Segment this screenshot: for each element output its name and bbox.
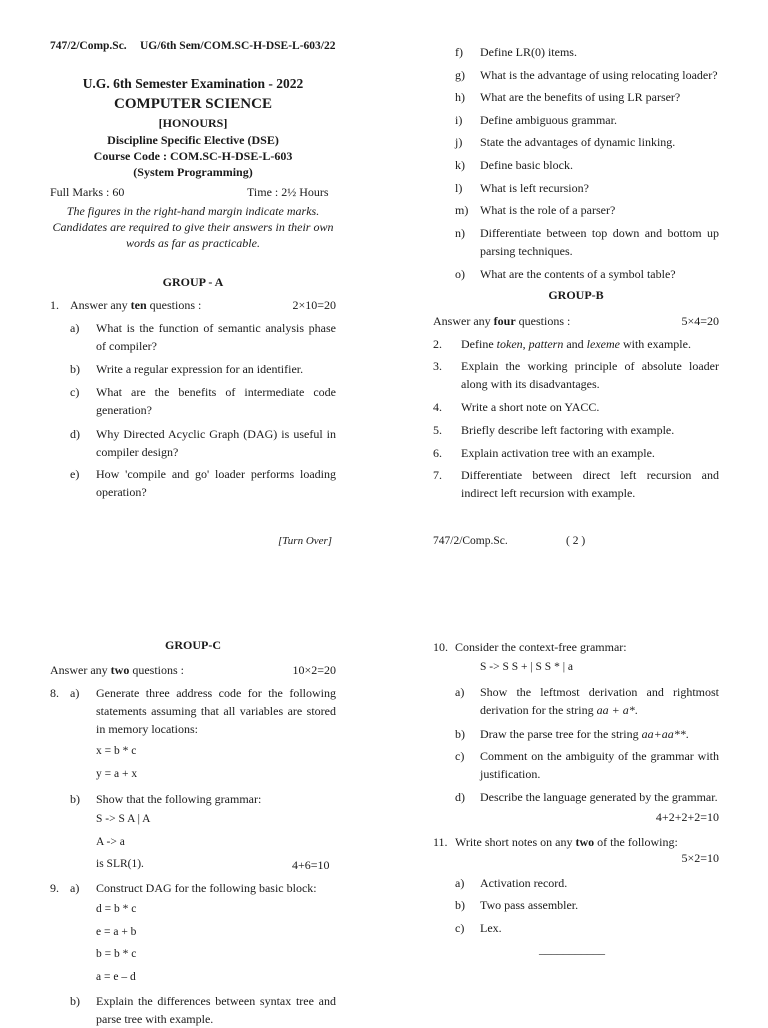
marks: 4+6=10 xyxy=(292,858,330,872)
grammar-line: S -> S A | A xyxy=(96,813,151,825)
grammar-line: is SLR(1). xyxy=(96,858,144,870)
group-b-instruction xyxy=(433,312,719,330)
code-line: b = b * c xyxy=(96,948,137,960)
code-line: d = b * c xyxy=(96,903,137,915)
full-marks: Full Marks : 60 xyxy=(50,185,125,199)
marks: 5×2=10 xyxy=(681,851,719,865)
group-c-heading: GROUP-C xyxy=(165,638,221,652)
course-ref: UG/6th Sem/COM.SC-H-DSE-L-603/22 xyxy=(140,40,336,52)
instructions: The figures in the right-hand margin indicate marks. Candidates are required to give their answers in their own words as far as practicable. xyxy=(52,204,334,250)
course-name: (System Programming) xyxy=(133,165,253,179)
marks: 4+2+2+2=10 xyxy=(655,810,719,824)
question-text: Answer any ten questions : xyxy=(70,298,202,312)
group-b-heading: GROUP-B xyxy=(548,288,604,302)
instruction-text: Answer any four questions : xyxy=(433,314,571,328)
code-line: a = e – d xyxy=(96,971,136,983)
marks: 5×4=20 xyxy=(681,314,719,328)
marks: 2×10=20 xyxy=(292,298,336,312)
question-number: 1. xyxy=(50,298,59,312)
code-line: y = a + x xyxy=(96,768,138,780)
course-code: Course Code : COM.SC-H-DSE-L-603 xyxy=(93,149,293,163)
end-line: ___________ xyxy=(539,942,605,956)
honours-label: [HONOURS] xyxy=(158,116,228,130)
elective-label: Discipline Specific Elective (DSE) xyxy=(107,133,279,147)
grammar-line: S -> S S + | S S * | a xyxy=(480,661,573,673)
paper-code: 747/2/Comp.Sc. xyxy=(50,40,127,52)
time-limit: Time : 2½ Hours xyxy=(247,185,329,199)
subject-title: COMPUTER SCIENCE xyxy=(114,96,272,112)
marks: 10×2=20 xyxy=(292,663,336,677)
grammar-line: A -> a xyxy=(96,836,125,848)
page-number: ( 2 ) xyxy=(566,535,586,547)
code-line: x = b * c xyxy=(96,745,137,757)
exam-title: U.G. 6th Semester Examination - 2022 xyxy=(82,76,304,91)
group-a-heading: GROUP - A xyxy=(162,275,224,289)
footer-code: 747/2/Comp.Sc. xyxy=(433,535,508,547)
code-line: e = a + b xyxy=(96,926,137,938)
group-c-instruction: Answer any two questions : 10×2=20 xyxy=(50,663,336,677)
turn-over: [Turn Over] xyxy=(278,535,333,547)
